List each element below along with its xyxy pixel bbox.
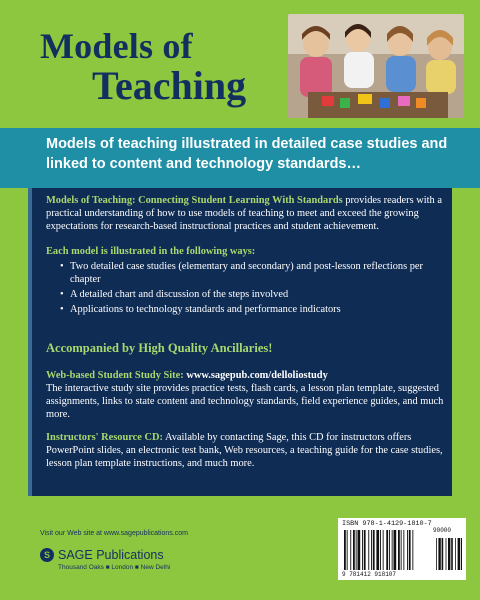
resource-cd-paragraph	[46, 431, 444, 470]
barcode-icon	[344, 530, 462, 570]
isbn-text: ISBN 978-1-4129-1810-7	[342, 520, 432, 528]
price-code: 90000	[433, 527, 452, 534]
description-content	[46, 194, 444, 480]
book-title	[40, 28, 246, 106]
models-section	[46, 245, 444, 316]
intro-text: provides readers with a practical understanding of how to use models of teaching to meet and exceed the growing expectations for research-based instructional practices and student achievement.	[46, 195, 442, 232]
resource-cd-text: Available by contacting Sage, this CD for instructors offers PowerPoint slides, an electronic test bank, Web resources, a teaching guide for the case studies, lesson plan template instructions, and much more.	[46, 432, 443, 469]
publisher-name: SAGE Publications	[58, 548, 164, 562]
barcode-digits: 9 781412 918107	[342, 571, 397, 578]
ancillaries-heading: Accompanied by High Quality Ancillaries!	[46, 341, 273, 355]
website-note: Visit our Web site at www.sagepublications.com	[40, 530, 188, 537]
tagline: Models of teaching illustrated in detailed case studies and linked to content and technology standards…	[46, 136, 448, 172]
classroom-photo	[288, 14, 464, 118]
sage-logo-icon: S	[40, 548, 54, 562]
publisher-cities: Thousand Oaks ■ London ■ New Delhi	[58, 564, 171, 571]
models-list	[60, 260, 444, 316]
intro-book-title: Models of Teaching: Connecting Student Learning With Standards	[46, 195, 343, 206]
publisher-logo	[40, 548, 164, 562]
study-site-label: Web-based Student Study Site:	[46, 370, 184, 381]
resource-cd-label: Instructors' Resource CD:	[46, 432, 163, 443]
intro-paragraph	[46, 194, 444, 233]
barcode-block	[338, 518, 466, 580]
study-site-text: The interactive study site provides practice tests, flash cards, a lesson plan template, suggested assignments, links to state content and technology standards, field experience guides, and much more.	[46, 383, 444, 420]
list-item: • A detailed chart and discussion of the steps involved	[60, 288, 444, 301]
study-site-url[interactable]: www.sagepub.com/delloliostudy	[186, 370, 328, 381]
title-line-1: Models of	[40, 26, 193, 66]
study-site-paragraph	[46, 369, 444, 421]
list-item: • Applications to technology standards and performance indicators	[60, 303, 444, 316]
models-heading: Each model is illustrated in the following ways:	[46, 246, 256, 257]
list-item: • Two detailed case studies (elementary and secondary) and post-lesson reflections per chapter	[60, 260, 444, 286]
title-line-2: Teaching	[92, 63, 247, 108]
